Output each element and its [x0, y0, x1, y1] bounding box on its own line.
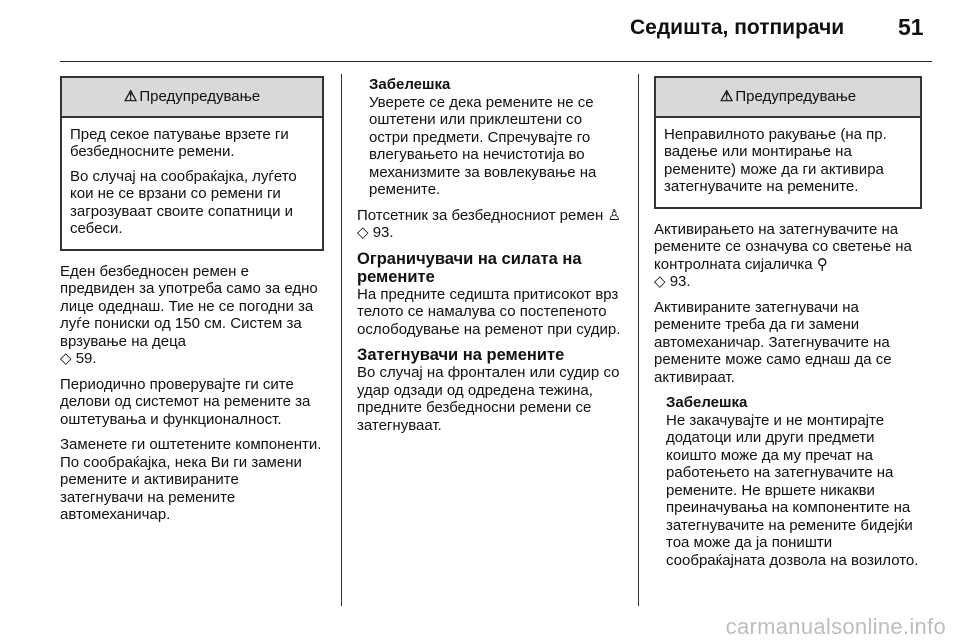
warning-body — [656, 118, 920, 207]
seatbelt-icon: ♙ — [607, 206, 621, 224]
warning-body — [62, 118, 322, 249]
paragraph-text: Активирањето на затегнувачите на ремените се означува со светење на контролната сијаличка — [654, 220, 912, 273]
page-title: Седишта, потпирачи — [630, 16, 845, 39]
page-ref: 59. — [75, 350, 97, 367]
warning-header — [62, 78, 322, 118]
note-title: Забелешка — [666, 394, 748, 411]
airbag-icon: ⚲ — [816, 255, 828, 273]
warning-header — [656, 78, 920, 118]
page-number: 51 — [898, 14, 924, 40]
warning-title: Предупредување — [139, 88, 261, 105]
warning-triangle-icon: ⚠ — [123, 88, 138, 105]
paragraph — [654, 221, 922, 291]
warning-box — [654, 76, 922, 209]
page-ref-icon: ◇ — [654, 273, 666, 290]
paragraph-text: Потсетник за безбедносниот ремен — [357, 206, 604, 224]
paragraph: Периодично проверувајте ги сите делови од системот на ремените за оштетувања и функционалност. — [60, 375, 311, 428]
paragraph-text: Еден безбедносен ремен е предвиден за употреба само за едно лице одеднаш. Тие не се погодни за луѓе пониски од 150 см. Систем за врзување на деца — [60, 262, 318, 350]
watermark: carmanualsonline.info — [725, 614, 946, 639]
paragraph: Во случај на фронтален или судир со удар одзади од одредена тежина, предните безбедносни ремени се затегнуваат. — [357, 364, 620, 434]
page-ref-icon: ◇ — [60, 350, 72, 367]
note-text: Уверете се дека ремените не се оштетени или приклештени со остри предмети. Спречувајте го влегувањето на нечистотија во механизмите за вовлекување на ремените. — [369, 93, 597, 198]
page-ref-icon: ◇ — [357, 224, 369, 241]
column-divider-left — [341, 74, 342, 606]
section-heading: Затегнувачи на ремените — [357, 346, 565, 364]
note — [654, 394, 922, 569]
paragraph: На предните седишта притисокот врз телото се намалува со постепеното ослободување на ременот при судир. — [357, 285, 621, 338]
note-text: Не закачувајте и не монтирајте додатоци или други предмети коишто може да му пречат на работењето на затегнувачите на ремените. Не вршете никакви преиначувања на компонентите на затегнувачите на ремените бидејќи тоа може да ја поништи сообраќајната дозвола на возилото. — [666, 411, 919, 569]
page-ref: 93. — [372, 224, 394, 241]
page-ref: 93. — [669, 273, 691, 290]
warning-title: Предупредување — [735, 88, 857, 105]
warning-paragraph: Неправилното ракување (на пр. вадење или монтирање на ремените) може да ги активира затегнувачите на ремените. — [664, 125, 887, 195]
section-heading: Ограничувачи на силата на ремените — [357, 249, 582, 286]
warning-paragraph: Во случај на сообраќајка, луѓето кои не се врзани со ремени ги загрозуваат своите сопатници и себеси. — [70, 167, 297, 237]
warning-paragraph: Пред секое патување врзете ги безбедносните ремени. — [70, 125, 289, 160]
warning-box — [60, 76, 324, 251]
paragraph — [357, 207, 625, 242]
column-3 — [654, 76, 922, 577]
paragraph: Заменете ги оштетените компоненти. По сообраќајка, нека Ви ги замени ремените и активираните затегнувачи на ремените автомеханичар. — [60, 436, 322, 523]
warning-triangle-icon: ⚠ — [719, 88, 734, 105]
note — [357, 76, 625, 199]
paragraph — [60, 263, 324, 368]
note-title: Забелешка — [369, 76, 451, 93]
column-1 — [60, 76, 324, 532]
header-rule — [60, 61, 932, 62]
column-2 — [357, 76, 625, 442]
column-divider-right — [638, 74, 639, 606]
paragraph: Активираните затегнувачи на ремените треба да ги замени автомеханичар. Затегнувачите на ремените може само еднаш да се активираат. — [654, 298, 892, 386]
